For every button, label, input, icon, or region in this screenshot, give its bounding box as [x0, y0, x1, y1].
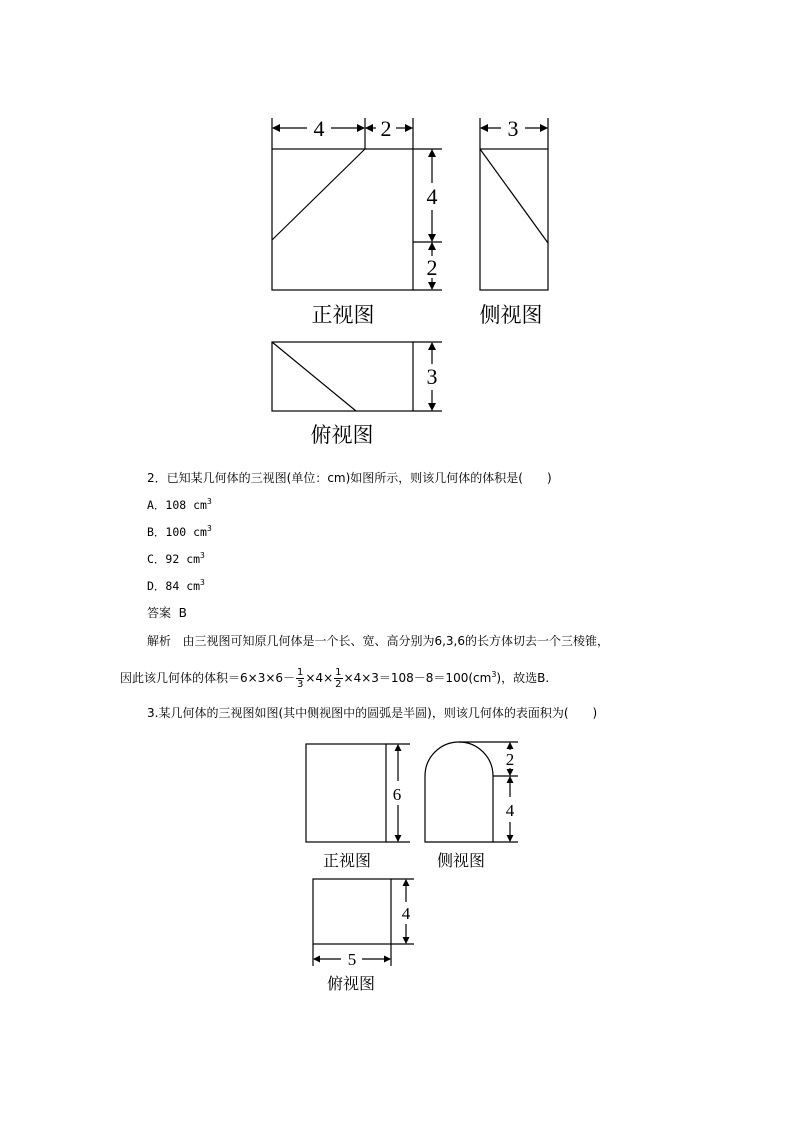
dim-side-top: 3	[507, 116, 519, 141]
option-d-text: D．84 cm	[147, 579, 201, 593]
side-view-label: 侧视图	[479, 303, 543, 327]
side-view	[480, 118, 548, 290]
q3-stem: 3.某几何体的三视图如图(其中侧视图中的圆弧是半圆)，则该几何体的表面积为( )	[147, 706, 598, 720]
dim-top-right: 3	[426, 364, 438, 389]
dim-front-top-left: 4	[313, 116, 325, 141]
q2-option-b	[147, 524, 212, 540]
frac2-numerator: 1	[335, 667, 342, 678]
top-view	[272, 342, 442, 411]
answer-value: B	[178, 606, 187, 620]
option-c-sup: 3	[200, 551, 205, 560]
q2-option-d	[147, 578, 205, 594]
option-d-sup: 3	[200, 578, 205, 587]
front-view-label: 正视图	[311, 303, 375, 327]
dim-side-rect: 4	[505, 801, 515, 820]
q2-option-c	[147, 551, 205, 567]
three-view-figure-1	[250, 108, 570, 453]
q2-analysis-line2	[120, 667, 549, 690]
option-a-sup: 3	[206, 497, 212, 506]
analysis-text-1: 由三视图可知原几何体是一个长、宽、高分别为6,3,6的长方体切去一个三棱锥，	[182, 634, 610, 648]
dim-front-height: 6	[392, 785, 402, 804]
analysis-mid: ×4×	[305, 671, 334, 685]
answer-label: 答案	[147, 606, 172, 620]
q2-analysis-line1	[147, 633, 609, 649]
front-view-label-2: 正视图	[322, 853, 372, 870]
side-view-2	[425, 742, 518, 842]
dim-top-depth: 4	[401, 904, 411, 923]
fraction-one-third	[296, 667, 304, 690]
q2-answer	[147, 605, 187, 621]
side-view-label-2: 侧视图	[436, 853, 486, 870]
q2-option-a	[147, 497, 212, 513]
analysis-end: )，故选B.	[496, 671, 550, 685]
analysis-prefix: 因此该几何体的体积＝6×3×6－	[120, 671, 296, 685]
fraction-one-half	[334, 667, 342, 690]
option-b-text: B．100 cm	[147, 525, 207, 539]
frac1-denominator: 3	[297, 679, 304, 690]
analysis-label: 解析	[147, 634, 172, 648]
three-view-figure-2	[298, 735, 538, 1000]
top-view-label: 俯视图	[310, 423, 374, 447]
frac2-denominator: 2	[335, 679, 342, 690]
top-view-label-2: 俯视图	[326, 976, 376, 993]
analysis-sup: 3	[491, 670, 497, 679]
dim-side-arc: 2	[505, 750, 515, 769]
dim-top-width: 5	[347, 950, 357, 969]
top-view-2	[313, 879, 414, 966]
dim-front-top-right: 2	[380, 116, 392, 141]
option-a-text: A．108 cm	[147, 498, 207, 512]
option-b-sup: 3	[206, 524, 212, 533]
option-c-text: C．92 cm	[147, 552, 201, 566]
analysis-suffix: ×4×3＝108－8＝100(cm	[343, 671, 492, 685]
dim-front-right-upper: 4	[426, 184, 438, 209]
front-view	[272, 118, 442, 290]
q2-stem: 2．已知某几何体的三视图(单位：cm)如图所示，则该几何体的体积是( )	[147, 471, 552, 485]
frac1-numerator: 1	[297, 667, 304, 678]
dim-front-right-lower: 2	[426, 255, 438, 280]
